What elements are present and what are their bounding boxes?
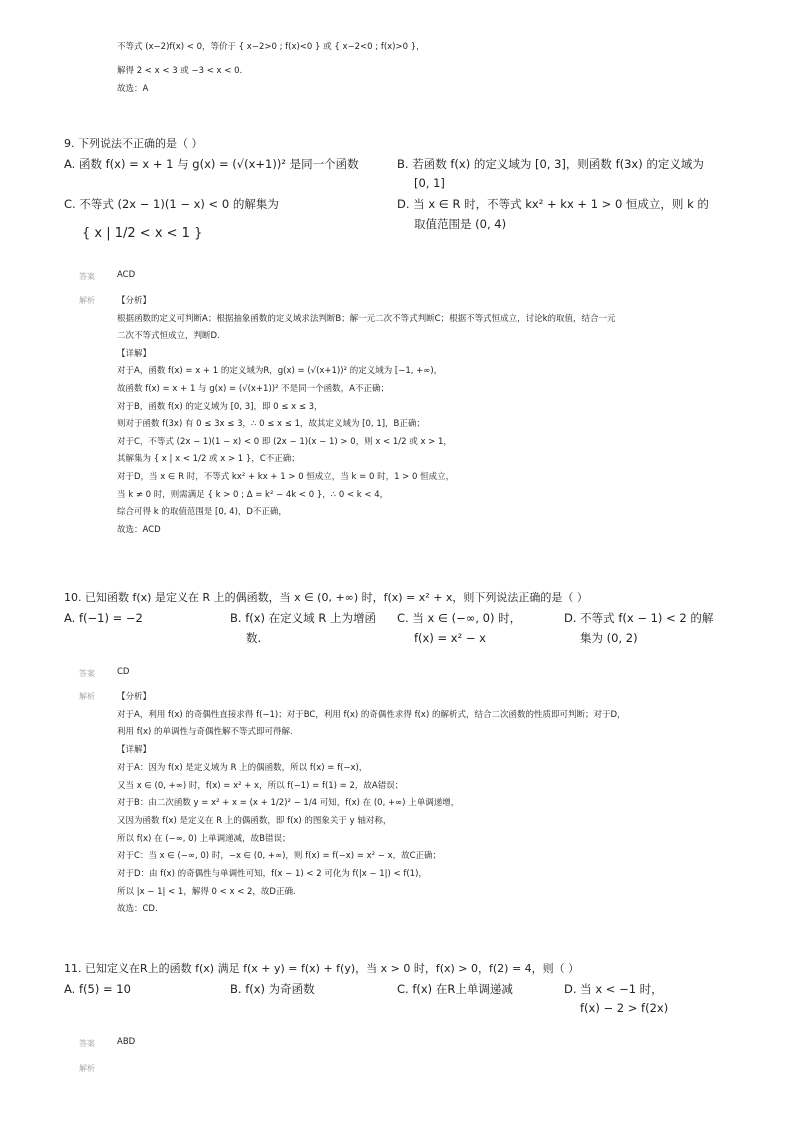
q11-option-a: A. f(5) = 10 [64, 982, 131, 996]
q11-option-b: B. f(x) 为奇函数 [230, 982, 315, 996]
q9-analysis-line: 当 k ≠ 0 时，则需满足 { k > 0 ; Δ = k² − 4k < 0 }，∴ 0 < k < 4， [117, 489, 389, 500]
q11-option-d-line-1: D. 当 x < −1 时， [564, 982, 663, 996]
q10-option-a: A. f(−1) = −2 [64, 611, 143, 625]
q10-analysis-line: 故选：CD. [117, 904, 158, 915]
q9-analysis-line: 【详解】 [117, 348, 152, 359]
q11-stem: 11. 已知定义在R上的函数 f(x) 满足 f(x + y) = f(x) + f(y)，当 x > 0 时，f(x) > 0，f(2) = 4，则（ ） [64, 962, 580, 975]
q10-option-c-line-2: f(x) = x² − x [414, 631, 486, 645]
q11-answer: ABD [117, 1037, 136, 1047]
q11-answer-label: 答案 [79, 1039, 95, 1048]
q10-answer: CD [117, 667, 130, 677]
q9-analysis-line: 【分析】 [117, 296, 152, 306]
q10-option-d-line-1: D. 不等式 f(x − 1) < 2 的解 [564, 611, 714, 625]
q9-option-b-line-2: [0, 1] [414, 176, 445, 190]
q9-option-c-line-2: { x | 1/2 < x < 1 } [82, 226, 203, 241]
q9-analysis [117, 293, 616, 539]
q9-answer: ACD [117, 270, 136, 280]
q10-analysis-line: 所以 |x − 1| < 1，解得 0 < x < 2，故D正确. [117, 886, 296, 897]
q10-option-b-line-1: B. f(x) 在定义域 R 上为增函 [230, 611, 376, 625]
q9-analysis-line: 根据函数的定义可判断A；根据抽象函数的定义域求法判断B；解一元二次不等式判断C；根据不等式恒成立，讨论k的取值，结合一元 [117, 313, 616, 324]
q9-option-b-line-1: B. 若函数 f(x) 的定义域为 [0, 3]，则函数 f(3x) 的定义域为 [397, 157, 704, 171]
q9-analysis-line: 对于A，函数 f(x) = x + 1 的定义域为R，g(x) = (√(x+1))² 的定义域为 [−1, +∞)， [117, 366, 443, 377]
q10-analysis-line: 对于A：因为 f(x) 是定义域为 R 上的偶函数，所以 f(x) = f(−x)， [117, 762, 368, 773]
q11-analysis-label: 解析 [79, 1064, 95, 1073]
q9-analysis-line: 对于D，当 x ∈ R 时，不等式 kx² + kx + 1 > 0 恒成立，当 k = 0 时，1 > 0 恒成立， [117, 471, 455, 482]
q10-analysis-label: 解析 [79, 692, 95, 701]
q10-analysis-line: 【详解】 [117, 745, 152, 756]
q9-option-a: A. 函数 f(x) = x + 1 与 g(x) = (√(x+1))² 是同一个函数 [64, 157, 359, 171]
q9-analysis-line: 二次不等式恒成立，判断D. [117, 331, 220, 342]
q10-option-d-line-2: 集为 (0, 2) [580, 631, 638, 645]
q10-analysis-line: 【分析】 [117, 692, 152, 702]
q9-analysis-line: 对于B，函数 f(x) 的定义域为 [0, 3]，即 0 ≤ x ≤ 3， [117, 401, 323, 412]
q10-analysis-line: 对于C：当 x ∈ (−∞, 0) 时，−x ∈ (0, +∞)，则 f(x) = f(−x) = x² − x，故C正确； [117, 851, 442, 862]
q9-analysis-line: 则对于函数 f(3x) 有 0 ≤ 3x ≤ 3，∴ 0 ≤ x ≤ 1，故其定义域为 [0, 1]，B正确； [117, 419, 425, 430]
q10-analysis-line: 又当 x ∈ (0, +∞) 时，f(x) = x² + x，所以 f(−1) = f(1) = 2，故A错误； [117, 780, 404, 791]
q10-analysis-line: 利用 f(x) 的单调性与奇偶性解不等式即可得解. [117, 727, 293, 738]
q10-analysis-line: 对于B：由二次函数 y = x² + x = (x + 1/2)² − 1/4 可知，f(x) 在 (0, +∞) 上单调递增， [117, 798, 460, 809]
q9-option-d-line-2: 取值范围是 (0, 4) [414, 217, 507, 231]
q10-analysis-line: 对于A，利用 f(x) 的奇偶性直接求得 f(−1)；对于BC，利用 f(x) 的奇偶性求得 f(x) 的解析式，结合二次函数的性质即可判断；对于D， [117, 709, 626, 720]
q9-analysis-line: 综合可得 k 的取值范围是 [0, 4)，D不正确， [117, 507, 287, 518]
q11-option-d-line-2: f(x) − 2 > f(2x) [580, 1001, 669, 1015]
q10-analysis-line: 所以 f(x) 在 (−∞, 0) 上单调递减，故B错误； [117, 833, 291, 844]
q9-option-d-line-1: D. 当 x ∈ R 时，不等式 kx² + kx + 1 > 0 恒成立，则 k 的 [397, 197, 709, 211]
q9-analysis-line: 故选：ACD [117, 524, 161, 535]
q8-solution-line-2: 解得 2 < x < 3 或 −3 < x < 0. [117, 66, 243, 76]
q9-stem: 9. 下列说法不正确的是（ ） [64, 137, 203, 150]
q9-analysis-line: 对于C，不等式 (2x − 1)(1 − x) < 0 即 (2x − 1)(x − 1) > 0，则 x < 1/2 或 x > 1， [117, 436, 452, 447]
q9-answer-label: 答案 [79, 272, 95, 281]
q10-stem: 10. 已知函数 f(x) 是定义在 R 上的偶函数，当 x ∈ (0, +∞) 时，f(x) = x² + x，则下列说法正确的是（ ） [64, 591, 588, 604]
q10-analysis [117, 689, 626, 919]
q10-analysis-line: 又因为函数 f(x) 是定义在 R 上的偶函数，即 f(x) 的图象关于 y 轴对称， [117, 815, 392, 826]
q10-option-c-line-1: C. 当 x ∈ (−∞, 0) 时， [397, 611, 522, 625]
q8-solution-line-1: 不等式 (x−2)f(x) < 0，等价于 { x−2>0 ; f(x)<0 } 或 { x−2<0 ; f(x)>0 }， [117, 42, 425, 52]
q10-answer-label: 答案 [79, 669, 95, 678]
q10-analysis-line: 对于D：由 f(x) 的奇偶性与单调性可知，f(x − 1) < 2 可化为 f(|x − 1|) < f(1)， [117, 869, 427, 880]
q9-analysis-line: 其解集为 { x | x < 1/2 或 x > 1 }，C不正确； [117, 454, 300, 465]
q9-analysis-line: 故函数 f(x) = x + 1 与 g(x) = (√(x+1))² 不是同一个函数，A不正确； [117, 383, 390, 394]
q11-option-c: C. f(x) 在R上单调递减 [397, 982, 513, 996]
q10-option-b-line-2: 数. [246, 631, 262, 645]
q9-option-c-line-1: C. 不等式 (2x − 1)(1 − x) < 0 的解集为 [64, 197, 279, 211]
q8-solution-line-3: 故选：A [117, 84, 149, 94]
q9-analysis-label: 解析 [79, 296, 95, 305]
